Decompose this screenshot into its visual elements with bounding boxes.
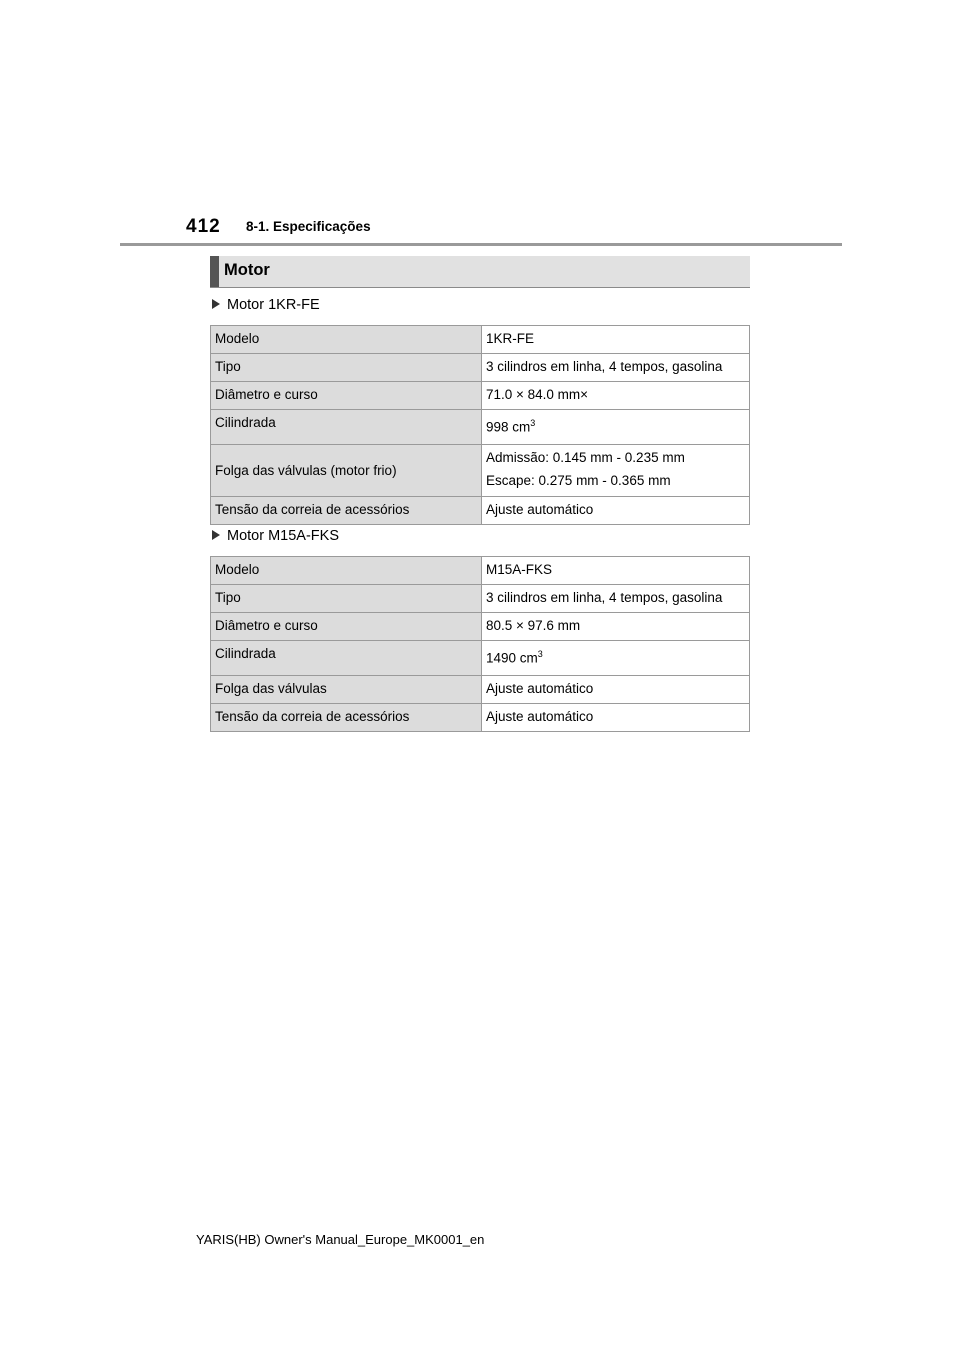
table-row	[211, 557, 750, 585]
spec-label: Modelo	[211, 326, 482, 354]
table-row	[211, 613, 750, 641]
header-divider	[120, 243, 842, 246]
engine-1-heading-text: Motor 1KR-FE	[227, 297, 320, 313]
section-heading: 8-1. Especificações	[246, 219, 371, 234]
spec-value	[482, 410, 750, 445]
spec-value: Ajuste automático	[482, 497, 750, 525]
engine-2-heading	[212, 528, 339, 544]
spec-label: Cilindrada	[211, 410, 482, 445]
spec-value	[482, 641, 750, 676]
spec-value-text: 998 cm	[486, 419, 531, 435]
engine-1-heading	[212, 297, 320, 313]
footer-manual-id: YARIS(HB) Owner's Manual_Europe_MK0001_en	[196, 1232, 485, 1247]
section-title: Motor	[224, 261, 270, 279]
spec-label: Tipo	[211, 354, 482, 382]
spec-label: Tensão da correia de acessórios	[211, 704, 482, 732]
superscript: 3	[530, 418, 536, 428]
triangle-bullet-icon	[212, 530, 220, 540]
section-title-marker	[210, 256, 219, 287]
spec-label: Tensão da correia de acessórios	[211, 497, 482, 525]
page-number: 412	[186, 216, 221, 237]
spec-value: 80.5 × 97.6 mm	[482, 613, 750, 641]
superscript: 3	[537, 649, 543, 659]
table-row	[211, 585, 750, 613]
section-title-bar	[210, 256, 750, 288]
spec-value: Ajuste automático	[482, 676, 750, 704]
table-row	[211, 326, 750, 354]
spec-label: Tipo	[211, 585, 482, 613]
spec-value-text: 1490 cm	[486, 650, 538, 666]
spec-value-line: Escape: 0.275 mm - 0.365 mm	[486, 473, 671, 488]
spec-label: Folga das válvulas (motor frio)	[211, 445, 482, 497]
spec-value: 3 cilindros em linha, 4 tempos, gasolina	[482, 354, 750, 382]
table-row	[211, 382, 750, 410]
spec-label: Cilindrada	[211, 641, 482, 676]
table-row	[211, 641, 750, 676]
engine-2-heading-text: Motor M15A-FKS	[227, 528, 339, 544]
triangle-bullet-icon	[212, 299, 220, 309]
spec-value-line: Admissão: 0.145 mm - 0.235 mm	[486, 450, 685, 465]
spec-value: 1KR-FE	[482, 326, 750, 354]
table-row	[211, 445, 750, 497]
table-row	[211, 497, 750, 525]
engine-1-spec-table	[210, 325, 750, 525]
spec-label: Folga das válvulas	[211, 676, 482, 704]
table-row	[211, 410, 750, 445]
spec-value	[482, 445, 750, 497]
table-row	[211, 354, 750, 382]
spec-value: Ajuste automático	[482, 704, 750, 732]
table-row	[211, 704, 750, 732]
table-row	[211, 676, 750, 704]
spec-value: 3 cilindros em linha, 4 tempos, gasolina	[482, 585, 750, 613]
engine-2-spec-table	[210, 556, 750, 732]
spec-label: Diâmetro e curso	[211, 613, 482, 641]
spec-label: Modelo	[211, 557, 482, 585]
spec-label: Diâmetro e curso	[211, 382, 482, 410]
spec-value: 71.0 × 84.0 mm×	[482, 382, 750, 410]
spec-value: M15A-FKS	[482, 557, 750, 585]
